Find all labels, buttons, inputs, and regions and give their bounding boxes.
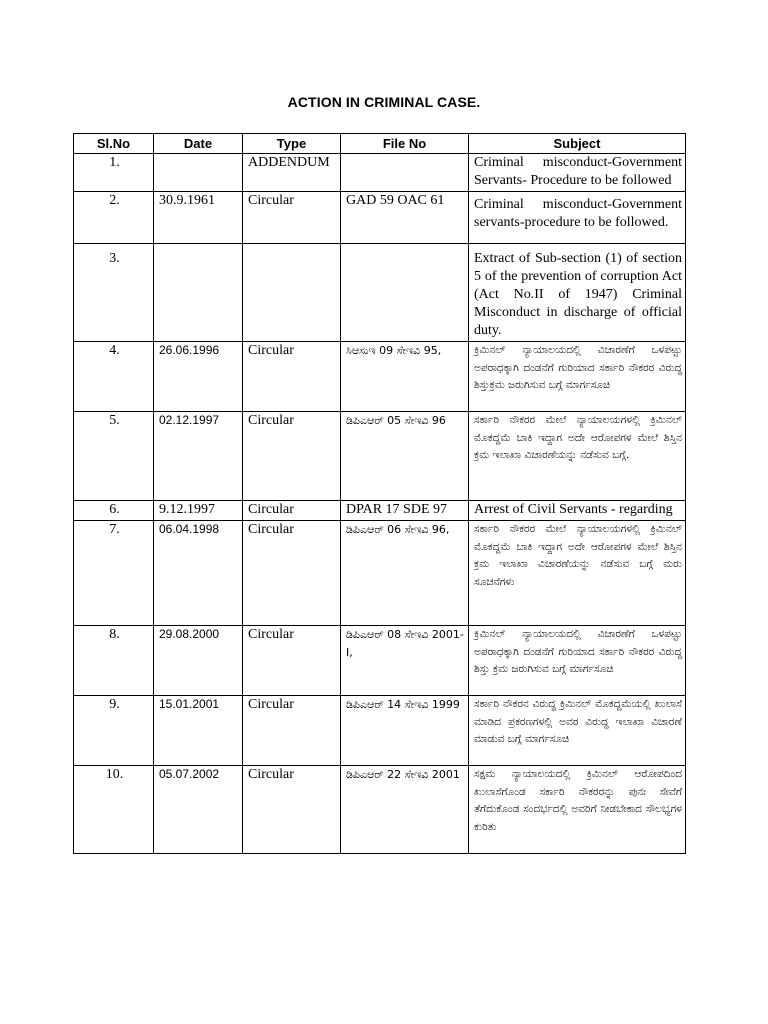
cell-file-no: ಡಿಪಿಎಆರ್ 06 ಸೇಇವಿ 96, [341, 521, 469, 626]
cell-slno: 1. [74, 154, 154, 192]
cell-slno: 10. [74, 766, 154, 854]
cell-date: 02.12.1997 [154, 412, 243, 501]
table-row [74, 766, 686, 854]
cell-date: 30.9.1961 [154, 192, 243, 244]
cell-date: 9.12.1997 [154, 501, 243, 521]
cell-date: 06.04.1998 [154, 521, 243, 626]
cell-slno: 7. [74, 521, 154, 626]
cell-date: 26.06.1996 [154, 342, 243, 412]
cell-date: 29.08.2000 [154, 626, 243, 696]
cell-subject: ಕ್ರಿಮಿನಲ್ ನ್ಯಾಯಾಲಯದಲ್ಲಿ ವಿಚಾರಣೆಗೆ ಒಳಪಟ್ಟು ಅಪರಾಧಕ್ಕಾಗಿ ದಂಡನೆಗೆ ಗುರಿಯಾದ ಸರ್ಕಾರಿ ನೌಕರರ ವಿರುದ್ಧ ಶಿಸ್ತುಕ್ರಮ ಜರುಗಿಸುವ ಬಗ್ಗೆ ಮಾರ್ಗಸೂಚಿ [469, 342, 686, 412]
header-type: Type [243, 134, 341, 154]
cell-subject: ಕ್ರಿಮಿನಲ್ ನ್ಯಾಯಾಲಯದಲ್ಲಿ ವಿಚಾರಣೆಗೆ ಒಳಪಟ್ಟು ಅಪರಾಧಕ್ಕಾಗಿ ದಂಡನೆಗೆ ಗುರಿಯಾದ ಸರ್ಕಾರಿ ನೌಕರರ ವಿರುದ್ಧ ಶಿಸ್ತು ಕ್ರಮ ಜರುಗಿಸುವ ಬಗ್ಗೆ ಮಾರ್ಗಸೂಚಿ [469, 626, 686, 696]
cell-slno: 8. [74, 626, 154, 696]
cell-file-no [341, 154, 469, 192]
header-date: Date [154, 134, 243, 154]
cell-slno: 5. [74, 412, 154, 501]
table-row [74, 696, 686, 766]
cell-date: 05.07.2002 [154, 766, 243, 854]
cell-file-no: ಡಿಪಿಎಆರ್ 08 ಸೇಇವಿ 2001-I, [341, 626, 469, 696]
header-subject: Subject [469, 134, 686, 154]
cell-file-no: ಡಿಪಿಎಆರ್ 05 ಸೇಇವಿ 96 [341, 412, 469, 501]
table-row [74, 412, 686, 501]
cell-slno: 4. [74, 342, 154, 412]
cell-slno: 2. [74, 192, 154, 244]
header-file-no: File No [341, 134, 469, 154]
cell-file-no [341, 244, 469, 342]
table-row [74, 342, 686, 412]
cell-type: Circular [243, 766, 341, 854]
circulars-table [73, 133, 686, 854]
cell-subject: ಸರ್ಕಾರಿ ನೌಕರರ ಮೇಲೆ ನ್ಯಾಯಾಲಯಗಳಲ್ಲಿ ಕ್ರಿಮಿನಲ್ ಮೊಕದ್ದಮೆ ಬಾಕಿ ಇದ್ದಾಗ ಅದೇ ಆರೋಪಗಳ ಮೇಲೆ ಶಿಸ್ತಿನ ಕ್ರಮ ಇಲಾಖಾ ವಿಚಾರಣೆಯನ್ನು ನಡೆಸುವ ಬಗ್ಗೆ. [469, 412, 686, 501]
cell-subject: Arrest of Civil Servants - regarding [469, 501, 686, 521]
cell-slno: 3. [74, 244, 154, 342]
cell-subject: ಸರ್ಕಾರಿ ನೌಕರರ ಮೇಲೆ ನ್ಯಾಯಾಲಯಗಳಲ್ಲಿ ಕ್ರಿಮಿನಲ್ ಮೊಕದ್ದಮೆ ಬಾಕಿ ಇದ್ದಾಗ ಅದೇ ಆರೋಪಗಳ ಮೇಲೆ ಶಿಸ್ತಿನ ಕ್ರಮ ಇಲಾಖಾ ವಿಚಾರಣೆಯನ್ನು ನಡೆಸುವ ಬಗ್ಗೆ ಮರು ಸೂಚನೆಗಳು [469, 521, 686, 626]
cell-subject: Extract of Sub-section (1) of section 5 of the prevention of corruption Act (Act No.II of 1947) Criminal Misconduct in discharge of official duty. [469, 244, 686, 342]
cell-slno: 6. [74, 501, 154, 521]
cell-file-no: ಸಿಆಸುಇ 09 ಸೇಇವಿ 95, [341, 342, 469, 412]
cell-type: Circular [243, 192, 341, 244]
cell-file-no: GAD 59 OAC 61 [341, 192, 469, 244]
cell-type: Circular [243, 412, 341, 501]
cell-file-no: ಡಿಪಿಎಆರ್ 22 ಸೇಇವಿ 2001 [341, 766, 469, 854]
cell-type: Circular [243, 342, 341, 412]
cell-subject: Criminal misconduct-Government servants-procedure to be followed. [469, 192, 686, 244]
cell-date [154, 244, 243, 342]
cell-slno: 9. [74, 696, 154, 766]
table-row [74, 501, 686, 521]
table-row [74, 244, 686, 342]
table-row [74, 192, 686, 244]
cell-subject: Criminal misconduct-Government Servants- Procedure to be followed [469, 154, 686, 192]
table-header-row [74, 134, 686, 154]
cell-file-no: DPAR 17 SDE 97 [341, 501, 469, 521]
cell-type: ADDENDUM [243, 154, 341, 192]
table-row [74, 154, 686, 192]
cell-subject: ಸರ್ಕಾರಿ ನೌಕರನ ವಿರುದ್ಧ ಕ್ರಿಮಿನಲ್ ಮೊಕದ್ದಮೆಯಲ್ಲಿ ಖುಲಾಸೆ ಮಾಡಿದ ಪ್ರಕರಣಗಳಲ್ಲಿ ಅವರ ವಿರುದ್ಧ ಇಲಾಖಾ ವಿಚಾರಣೆ ಮಾಡುವ ಬಗ್ಗೆ ಮಾರ್ಗಸೂಚಿ [469, 696, 686, 766]
cell-type: Circular [243, 501, 341, 521]
cell-type: Circular [243, 521, 341, 626]
cell-type: Circular [243, 626, 341, 696]
cell-type [243, 244, 341, 342]
cell-date: 15.01.2001 [154, 696, 243, 766]
cell-subject: ಸಕ್ಷಮ ನ್ಯಾಯಾಲಯದಲ್ಲಿ ಕ್ರಿಮಿನಲ್ ಆರೋಪದಿಂದ ಖುಲಾಸೆಗೊಂಡ ಸರ್ಕಾರಿ ನೌಕರರನ್ನು ಪುನಃ ಸೇವೆಗೆ ತೆಗೆದುಕೊಂಡ ಸಂದರ್ಭದಲ್ಲಿ ಅವರಿಗೆ ನೀಡಬೇಕಾದ ಸೌಲಭ್ಯಗಳ ಕುರಿತು [469, 766, 686, 854]
header-slno: Sl.No [74, 134, 154, 154]
page-title: ACTION IN CRIMINAL CASE. [287, 94, 481, 110]
table-row [74, 626, 686, 696]
cell-file-no: ಡಿಪಿಎಆರ್ 14 ಸೇಇವಿ 1999 [341, 696, 469, 766]
table-row [74, 521, 686, 626]
cell-date [154, 154, 243, 192]
cell-type: Circular [243, 696, 341, 766]
